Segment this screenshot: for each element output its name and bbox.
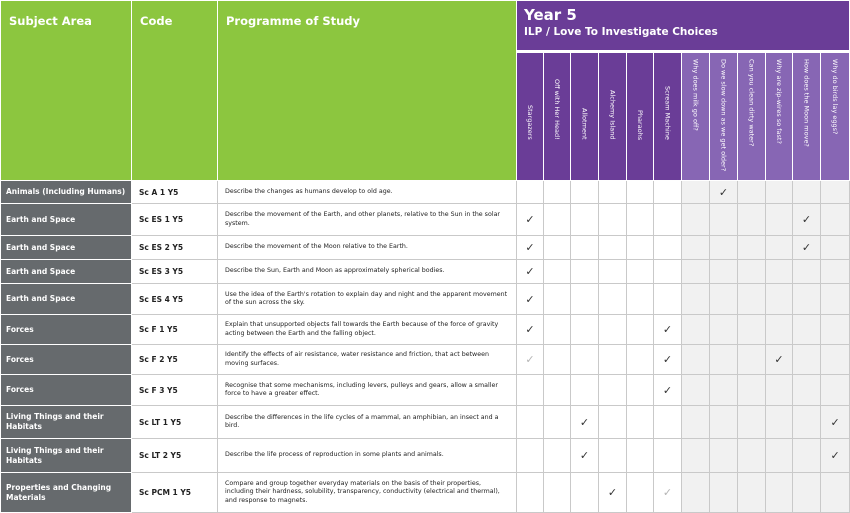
programme-cell: Recognise that some mechanisms, including levers, pulleys and gears, allow a smaller force to have a greater effect.	[218, 375, 517, 406]
programme-cell: Describe the movement of the Moon relative to the Earth.	[218, 236, 517, 260]
coverage-cell	[766, 473, 793, 513]
coverage-cell	[793, 236, 821, 260]
coverage-cell	[766, 315, 793, 345]
coverage-cell	[627, 204, 654, 236]
subject-area-cell: Earth and Space	[1, 204, 132, 236]
coverage-cell	[654, 181, 682, 204]
tick-icon: ✓	[801, 241, 812, 254]
coverage-cell	[793, 181, 821, 204]
column-header-6	[654, 51, 682, 180]
coverage-cell	[766, 406, 793, 439]
coverage-cell	[654, 260, 682, 284]
coverage-cell	[544, 260, 571, 284]
coverage-cell	[793, 260, 821, 284]
subject-area-cell: Forces	[1, 315, 132, 345]
coverage-cell	[571, 345, 599, 375]
coverage-cell	[766, 181, 793, 204]
coverage-cell	[627, 260, 654, 284]
coverage-cell	[682, 284, 710, 315]
tick-icon: ✓	[525, 265, 535, 278]
tick-icon: ✓	[662, 323, 673, 336]
coverage-cell	[821, 375, 850, 406]
tick-icon: ✓	[525, 323, 535, 336]
coverage-cell	[627, 315, 654, 345]
subject-area-cell: Earth and Space	[1, 284, 132, 315]
coverage-cell	[517, 284, 544, 315]
table-row	[1, 236, 850, 260]
coverage-cell	[627, 181, 654, 204]
coverage-cell	[710, 236, 738, 260]
coverage-cell	[654, 375, 682, 406]
programme-header: Programme of Study	[218, 1, 517, 181]
coverage-cell	[599, 473, 627, 513]
tick-icon: ✓	[525, 241, 535, 254]
coverage-cell	[766, 236, 793, 260]
coverage-cell	[821, 345, 850, 375]
coverage-cell	[682, 236, 710, 260]
subject-area-cell: Earth and Space	[1, 260, 132, 284]
coverage-cell	[544, 345, 571, 375]
subject-area-cell: Forces	[1, 345, 132, 375]
coverage-cell	[738, 439, 766, 473]
column-header-label: Why do birds lay eggs?	[831, 58, 840, 135]
column-header-label: Can you clean dirty water?	[747, 58, 756, 147]
coverage-cell	[710, 315, 738, 345]
tick-icon: ✓	[662, 383, 673, 397]
coverage-cell	[738, 260, 766, 284]
coverage-cell	[766, 439, 793, 473]
coverage-cell	[682, 375, 710, 406]
coverage-cell	[793, 284, 821, 315]
column-header-11	[793, 51, 821, 180]
coverage-cell	[544, 315, 571, 345]
subject-area-cell: Living Things and their Habitats	[1, 406, 132, 439]
tick-icon: ✓	[830, 449, 840, 462]
tick-icon: ✓	[525, 353, 535, 366]
programme-cell: Describe the life process of reproduction in some plants and animals.	[218, 439, 517, 473]
coverage-cell	[544, 473, 571, 513]
column-header-label: Why are zip-wires so fast?	[775, 58, 783, 144]
column-header-label: Stargazers	[526, 105, 534, 140]
coverage-cell	[738, 284, 766, 315]
table-row	[1, 345, 850, 375]
column-header-3	[571, 51, 599, 180]
coverage-cell	[627, 236, 654, 260]
coverage-cell	[821, 204, 850, 236]
column-header-8	[710, 51, 738, 180]
coverage-cell	[517, 473, 544, 513]
coverage-cell	[627, 375, 654, 406]
programme-cell: Describe the movement of the Earth, and other planets, relative to the Sun in the solar system.	[218, 204, 517, 236]
coverage-cell	[571, 236, 599, 260]
year-header	[517, 1, 850, 52]
coverage-cell	[682, 204, 710, 236]
coverage-cell	[793, 406, 821, 439]
column-header-5	[627, 51, 654, 180]
table-row	[1, 260, 850, 284]
programme-cell: Compare and group together everyday materials on the basis of their properties, including their hardness, solubility, transparency, conductivity (electrical and thermal), and response to magnets.	[218, 473, 517, 513]
column-header-label: How does the Moon move?	[802, 58, 811, 147]
tick-icon: ✓	[662, 353, 673, 366]
tick-icon: ✓	[579, 449, 590, 462]
coverage-cell	[793, 345, 821, 375]
coverage-cell	[654, 315, 682, 345]
coverage-cell	[544, 204, 571, 236]
coverage-cell	[654, 204, 682, 236]
coverage-cell	[738, 236, 766, 260]
coverage-cell	[766, 204, 793, 236]
table-row	[1, 284, 850, 315]
coverage-cell	[682, 406, 710, 439]
coverage-cell	[599, 315, 627, 345]
coverage-cell	[599, 236, 627, 260]
coverage-cell	[517, 439, 544, 473]
coverage-cell	[599, 406, 627, 439]
coverage-cell	[793, 439, 821, 473]
coverage-cell	[682, 345, 710, 375]
code-cell: Sc ES 1 Y5	[132, 204, 218, 236]
coverage-cell	[766, 260, 793, 284]
coverage-cell	[738, 315, 766, 345]
coverage-cell	[710, 345, 738, 375]
coverage-cell	[710, 375, 738, 406]
year-title: Year 5	[524, 6, 577, 24]
tick-icon: ✓	[525, 213, 535, 226]
tick-icon: ✓	[774, 353, 784, 366]
coverage-cell	[544, 181, 571, 204]
coverage-cell	[571, 284, 599, 315]
code-cell: Sc PCM 1 Y5	[132, 473, 218, 513]
year-subtitle: ILP / Love To Investigate Choices	[524, 26, 718, 38]
coverage-cell	[627, 345, 654, 375]
tick-icon: ✓	[830, 415, 840, 429]
coverage-cell	[710, 204, 738, 236]
table-row	[1, 439, 850, 473]
coverage-cell	[710, 284, 738, 315]
column-header-9	[738, 51, 766, 180]
coverage-cell	[821, 439, 850, 473]
coverage-cell	[517, 181, 544, 204]
coverage-cell	[544, 375, 571, 406]
coverage-cell	[517, 375, 544, 406]
coverage-cell	[821, 181, 850, 204]
code-cell: Sc LT 1 Y5	[132, 406, 218, 439]
tick-icon: ✓	[525, 292, 535, 306]
coverage-cell	[544, 406, 571, 439]
column-header-label: Pharaohs	[636, 109, 644, 140]
column-header-12	[821, 51, 850, 180]
coverage-cell	[517, 204, 544, 236]
coverage-cell	[821, 315, 850, 345]
column-header-label: Why does milk go off?	[691, 58, 700, 131]
subject-area-header: Subject Area	[1, 1, 132, 181]
table-row	[1, 204, 850, 236]
programme-cell: Explain that unsupported objects fall towards the Earth because of the force of gravity acting between the Earth and the falling object.	[218, 315, 517, 345]
coverage-cell	[793, 473, 821, 513]
coverage-cell	[738, 345, 766, 375]
subject-area-cell: Earth and Space	[1, 236, 132, 260]
coverage-cell	[517, 260, 544, 284]
table-row	[1, 375, 850, 406]
column-header-2	[544, 51, 571, 180]
coverage-cell	[544, 439, 571, 473]
coverage-cell	[654, 236, 682, 260]
coverage-cell	[571, 204, 599, 236]
coverage-cell	[517, 236, 544, 260]
coverage-cell	[710, 406, 738, 439]
code-cell: Sc F 3 Y5	[132, 375, 218, 406]
coverage-cell	[710, 181, 738, 204]
coverage-cell	[738, 181, 766, 204]
column-header-7	[682, 51, 710, 180]
coverage-cell	[793, 375, 821, 406]
tick-icon: ✓	[801, 213, 812, 226]
table-row	[1, 473, 850, 513]
code-cell: Sc ES 3 Y5	[132, 260, 218, 284]
coverage-cell	[682, 439, 710, 473]
code-cell: Sc ES 2 Y5	[132, 236, 218, 260]
coverage-cell	[710, 473, 738, 513]
coverage-cell	[571, 473, 599, 513]
coverage-cell	[654, 473, 682, 513]
coverage-cell	[682, 260, 710, 284]
coverage-cell	[821, 236, 850, 260]
column-header-label: Alchemy Island	[608, 90, 617, 140]
coverage-cell	[517, 345, 544, 375]
table-row	[1, 406, 850, 439]
coverage-cell	[571, 375, 599, 406]
coverage-cell	[821, 473, 850, 513]
code-header: Code	[132, 1, 218, 181]
subject-area-cell: Animals (Including Humans)	[1, 181, 132, 204]
coverage-cell	[738, 406, 766, 439]
coverage-cell	[599, 181, 627, 204]
coverage-cell	[627, 439, 654, 473]
coverage-cell	[710, 260, 738, 284]
coverage-cell	[793, 315, 821, 345]
coverage-cell	[821, 406, 850, 439]
coverage-cell	[571, 181, 599, 204]
coverage-cell	[599, 375, 627, 406]
code-cell: Sc LT 2 Y5	[132, 439, 218, 473]
coverage-cell	[571, 260, 599, 284]
coverage-cell	[738, 473, 766, 513]
coverage-cell	[544, 284, 571, 315]
coverage-cell	[571, 315, 599, 345]
code-cell: Sc F 2 Y5	[132, 345, 218, 375]
column-header-label: Allotment	[580, 108, 589, 140]
coverage-cell	[682, 181, 710, 204]
coverage-cell	[599, 260, 627, 284]
column-header-label: Scream Machine	[663, 86, 672, 140]
coverage-cell	[654, 439, 682, 473]
column-header-1	[517, 51, 544, 180]
coverage-cell	[654, 406, 682, 439]
coverage-cell	[738, 375, 766, 406]
coverage-cell	[627, 473, 654, 513]
subject-area-cell: Living Things and their Habitats	[1, 439, 132, 473]
coverage-cell	[766, 284, 793, 315]
coverage-cell	[599, 345, 627, 375]
coverage-cell	[738, 204, 766, 236]
table-row	[1, 315, 850, 345]
coverage-cell	[627, 406, 654, 439]
tick-icon: ✓	[662, 486, 673, 499]
coverage-cell	[517, 315, 544, 345]
table-row	[1, 181, 850, 204]
coverage-cell	[654, 284, 682, 315]
code-cell: Sc A 1 Y5	[132, 181, 218, 204]
coverage-cell	[793, 204, 821, 236]
tick-icon: ✓	[579, 415, 590, 429]
tick-icon: ✓	[607, 486, 618, 499]
coverage-cell	[710, 439, 738, 473]
column-header-10	[766, 51, 793, 180]
subject-area-cell: Forces	[1, 375, 132, 406]
programme-cell: Describe the Sun, Earth and Moon as approximately spherical bodies.	[218, 260, 517, 284]
coverage-cell	[627, 284, 654, 315]
coverage-cell	[599, 204, 627, 236]
coverage-cell	[599, 284, 627, 315]
coverage-cell	[682, 315, 710, 345]
coverage-cell	[821, 260, 850, 284]
coverage-cell	[766, 375, 793, 406]
coverage-cell	[571, 439, 599, 473]
programme-cell: Identify the effects of air resistance, water resistance and friction, that act between moving surfaces.	[218, 345, 517, 375]
column-header-4	[599, 51, 627, 180]
programme-cell: Describe the differences in the life cycles of a mammal, an amphibian, an insect and a bird.	[218, 406, 517, 439]
column-header-label: Do we slow down as we get older?	[719, 58, 728, 171]
coverage-cell	[571, 406, 599, 439]
code-cell: Sc F 1 Y5	[132, 315, 218, 345]
coverage-cell	[654, 345, 682, 375]
coverage-cell	[821, 284, 850, 315]
tick-icon: ✓	[718, 185, 729, 199]
coverage-cell	[682, 473, 710, 513]
coverage-cell	[544, 236, 571, 260]
coverage-cell	[517, 406, 544, 439]
coverage-cell	[599, 439, 627, 473]
programme-cell: Use the idea of the Earth's rotation to explain day and night and the apparent movement of the sun across the sky.	[218, 284, 517, 315]
subject-area-cell: Properties and Changing Materials	[1, 473, 132, 513]
coverage-cell	[766, 345, 793, 375]
column-header-label: Off with Her Head!	[553, 79, 561, 140]
programme-cell: Describe the changes as humans develop to old age.	[218, 181, 517, 204]
code-cell: Sc ES 4 Y5	[132, 284, 218, 315]
